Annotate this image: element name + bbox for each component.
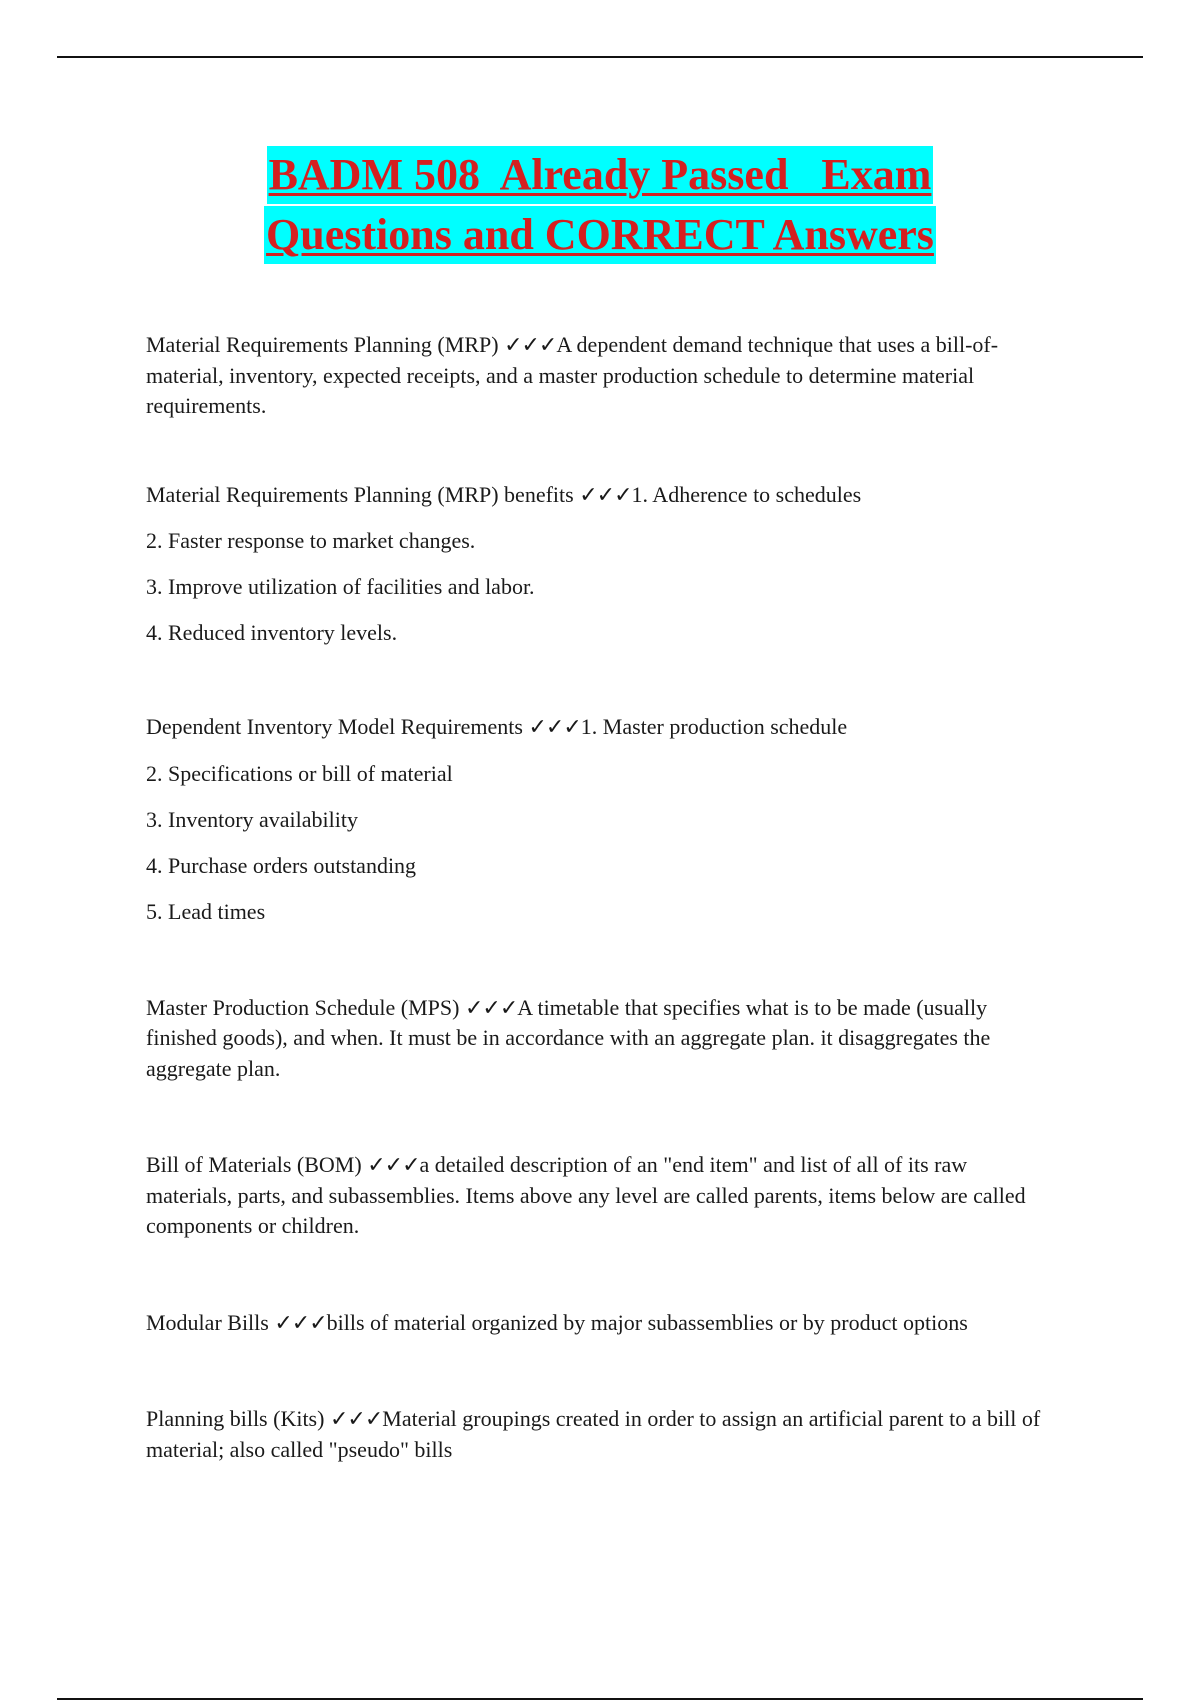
definition: A dependent demand technique that uses a bill-of-material, inventory, expected receipts, and a master production schedule to determine material requirements.	[146, 332, 999, 418]
check-icon: ✓✓✓	[367, 1152, 420, 1177]
term: Master Production Schedule (MPS)	[146, 994, 465, 1020]
title-line-1: BADM 508 Already Passed Exam	[267, 146, 934, 204]
qa-paragraph	[146, 1150, 1056, 1242]
term: Material Requirements Planning (MRP)	[146, 332, 505, 357]
qa-entry-modular-bills	[146, 1308, 1056, 1339]
definition: bills of material organized by major subassemblies or by product options	[326, 1309, 968, 1335]
list-item: 5. Lead times	[146, 898, 266, 924]
list-item: 3. Improve utilization of facilities and labor.	[146, 574, 535, 599]
definition: 1. Master production schedule	[580, 714, 848, 739]
check-icon: ✓✓✓	[329, 1406, 383, 1431]
check-icon: ✓✓✓	[579, 481, 632, 507]
qa-entry-planning-bills	[146, 1404, 1056, 1465]
check-icon: ✓✓✓	[528, 714, 581, 739]
list-item: 2. Specifications or bill of material	[146, 760, 453, 786]
qa-entry-mps	[146, 993, 1056, 1085]
qa-content	[146, 330, 1056, 1465]
check-icon: ✓✓✓	[504, 332, 557, 357]
qa-paragraph	[146, 993, 1056, 1085]
header-rule	[57, 56, 1143, 58]
qa-paragraph	[146, 480, 1056, 511]
term: Planning bills (Kits)	[146, 1406, 330, 1431]
term: Material Requirements Planning (MRP) benefits	[146, 481, 580, 507]
definition: 1. Adherence to schedules	[631, 481, 862, 507]
list-item: 2. Faster response to market changes.	[146, 528, 476, 553]
qa-entry-dependent-inventory	[146, 712, 1056, 927]
definition: a detailed description of an "end item" and list of all of its raw materials, parts, and subassemblies. Items above any level are called parents, items below are called components or children.	[146, 1152, 1026, 1238]
qa-entry-mrp-benefits	[146, 480, 1056, 649]
list-item: 4. Purchase orders outstanding	[146, 852, 417, 878]
qa-entry-bom	[146, 1150, 1056, 1242]
term: Modular Bills	[146, 1309, 275, 1335]
term: Bill of Materials (BOM)	[146, 1152, 368, 1177]
list-item: 4. Reduced inventory levels.	[146, 620, 398, 645]
term: Dependent Inventory Model Requirements	[146, 714, 529, 739]
check-icon: ✓✓✓	[274, 1309, 327, 1335]
title-line-2: Questions and CORRECT Answers	[264, 206, 936, 264]
qa-paragraph	[146, 712, 1056, 743]
qa-paragraph	[146, 1404, 1056, 1465]
check-icon: ✓✓✓	[464, 994, 518, 1020]
qa-paragraph	[146, 330, 1056, 422]
qa-entry-mrp	[146, 330, 1056, 422]
document-title	[0, 146, 1200, 264]
definition: A timetable that specifies what is to be made (usually finished goods), and when. It must be in accordance with an aggregate plan. it disaggregates the aggregate plan.	[146, 994, 991, 1081]
definition: Material groupings created in order to assign an artificial parent to a bill of material; also called "pseudo" bills	[146, 1406, 1041, 1462]
list-item: 3. Inventory availability	[146, 806, 358, 832]
qa-paragraph	[146, 1308, 1056, 1339]
